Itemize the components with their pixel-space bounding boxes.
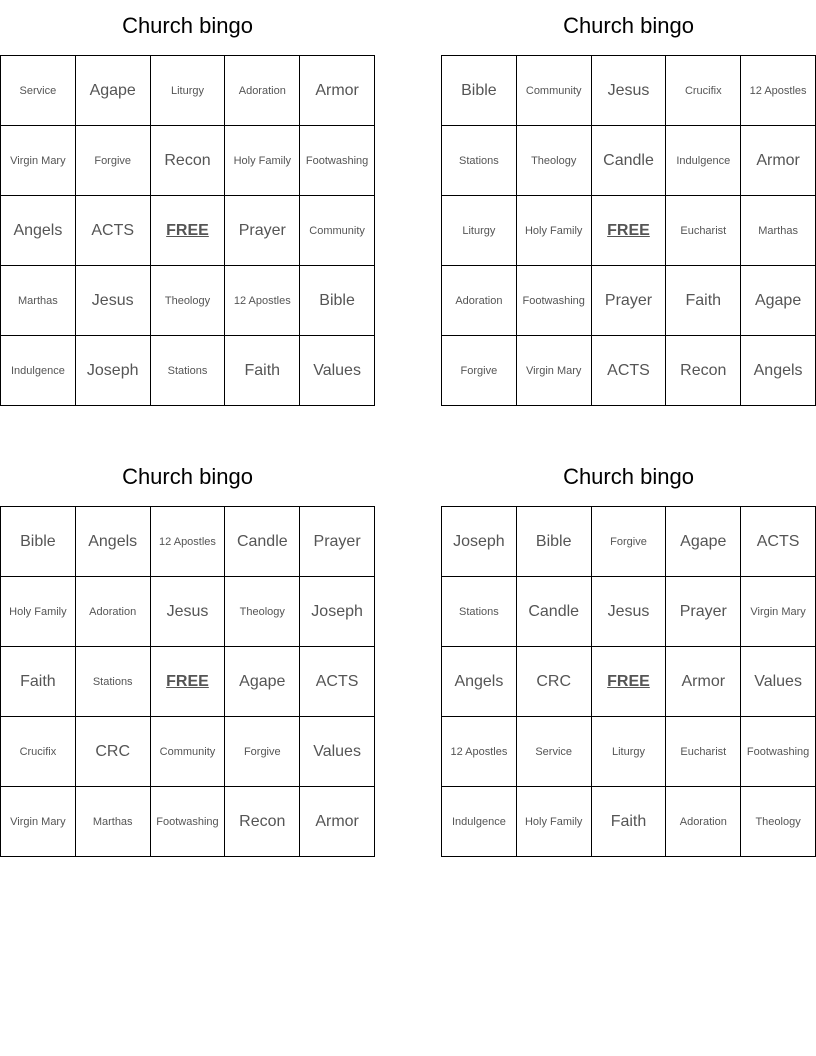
bingo-cell: Prayer (225, 196, 300, 266)
bingo-cell: Recon (225, 787, 300, 857)
bingo-cell: Jesus (592, 56, 667, 126)
bingo-cell: Prayer (592, 266, 667, 336)
bingo-cell: Faith (1, 647, 76, 717)
bingo-cell: Forgive (592, 507, 667, 577)
bingo-cell: Liturgy (151, 56, 226, 126)
bingo-cell: Crucifix (1, 717, 76, 787)
bingo-cell: 12 Apostles (442, 717, 517, 787)
free-space-cell: FREE (151, 647, 226, 717)
bingo-cell: 12 Apostles (741, 56, 816, 126)
bingo-cell: Bible (442, 56, 517, 126)
bingo-cell: Holy Family (1, 577, 76, 647)
bingo-cell: Faith (666, 266, 741, 336)
bingo-cell: Community (151, 717, 226, 787)
bingo-cell: Holy Family (225, 126, 300, 196)
bingo-cell: Virgin Mary (517, 336, 592, 406)
bingo-cell: Agape (666, 507, 741, 577)
bingo-cell: 12 Apostles (225, 266, 300, 336)
bingo-cell: Forgive (225, 717, 300, 787)
bingo-cell: ACTS (592, 336, 667, 406)
bingo-cell: Theology (151, 266, 226, 336)
bingo-cell: ACTS (300, 647, 375, 717)
bingo-cell: Theology (225, 577, 300, 647)
card-title: Church bingo (563, 13, 694, 38)
bingo-cell: Candle (225, 507, 300, 577)
bingo-cell: Joseph (442, 507, 517, 577)
bingo-cell: ACTS (76, 196, 151, 266)
bingo-cell: Armor (300, 787, 375, 857)
bingo-cell: ACTS (741, 507, 816, 577)
bingo-cell: Faith (592, 787, 667, 857)
bingo-cell: Virgin Mary (1, 126, 76, 196)
bingo-cell: Adoration (225, 56, 300, 126)
bingo-cell: Angels (442, 647, 517, 717)
card-title: Church bingo (122, 13, 253, 38)
bingo-cell: Stations (442, 577, 517, 647)
bingo-cell: Agape (225, 647, 300, 717)
bingo-cell: Crucifix (666, 56, 741, 126)
bingo-cell: Bible (517, 507, 592, 577)
bingo-cell: Holy Family (517, 196, 592, 266)
bingo-cell: Marthas (1, 266, 76, 336)
bingo-cell: Angels (1, 196, 76, 266)
bingo-cell: Prayer (300, 507, 375, 577)
bingo-cell: Joseph (76, 336, 151, 406)
bingo-cell: Eucharist (666, 196, 741, 266)
bingo-cell: Indulgence (666, 126, 741, 196)
bingo-cell: Agape (741, 266, 816, 336)
bingo-cell: Holy Family (517, 787, 592, 857)
bingo-cell: Stations (151, 336, 226, 406)
bingo-cell: Eucharist (666, 717, 741, 787)
bingo-cell: Values (741, 647, 816, 717)
bingo-cell: Marthas (76, 787, 151, 857)
bingo-cell: Stations (442, 126, 517, 196)
bingo-cell: Service (1, 56, 76, 126)
bingo-cell: Footwashing (151, 787, 226, 857)
bingo-cell: Adoration (442, 266, 517, 336)
bingo-cell: Marthas (741, 196, 816, 266)
free-space-cell: FREE (151, 196, 226, 266)
bingo-cell: Candle (592, 126, 667, 196)
bingo-grid (441, 55, 816, 406)
bingo-cell: Agape (76, 56, 151, 126)
bingo-cell: Recon (666, 336, 741, 406)
bingo-cell: Prayer (666, 577, 741, 647)
bingo-cell: Footwashing (741, 717, 816, 787)
bingo-cell: 12 Apostles (151, 507, 226, 577)
bingo-grid (0, 506, 375, 857)
bingo-cell: Liturgy (442, 196, 517, 266)
bingo-cell: CRC (76, 717, 151, 787)
bingo-cell: Virgin Mary (741, 577, 816, 647)
bingo-grid (441, 506, 816, 857)
bingo-cell: Values (300, 336, 375, 406)
bingo-cell: Indulgence (1, 336, 76, 406)
bingo-cell: Footwashing (300, 126, 375, 196)
bingo-cell: Adoration (666, 787, 741, 857)
bingo-cell: Jesus (592, 577, 667, 647)
free-space-cell: FREE (592, 647, 667, 717)
bingo-grid (0, 55, 375, 406)
bingo-cell: Indulgence (442, 787, 517, 857)
bingo-cell: Angels (741, 336, 816, 406)
bingo-cell: Liturgy (592, 717, 667, 787)
free-space-cell: FREE (592, 196, 667, 266)
bingo-cell: CRC (517, 647, 592, 717)
bingo-cell: Theology (517, 126, 592, 196)
card-title: Church bingo (563, 464, 694, 489)
bingo-cell: Adoration (76, 577, 151, 647)
bingo-cell: Virgin Mary (1, 787, 76, 857)
bingo-cell: Forgive (76, 126, 151, 196)
bingo-cell: Recon (151, 126, 226, 196)
bingo-cell: Angels (76, 507, 151, 577)
bingo-cell: Armor (300, 56, 375, 126)
bingo-cell: Service (517, 717, 592, 787)
bingo-cell: Jesus (151, 577, 226, 647)
bingo-cell: Candle (517, 577, 592, 647)
card-title: Church bingo (122, 464, 253, 489)
bingo-cell: Faith (225, 336, 300, 406)
bingo-cell: Joseph (300, 577, 375, 647)
bingo-cell: Theology (741, 787, 816, 857)
bingo-cell: Bible (300, 266, 375, 336)
bingo-cell: Jesus (76, 266, 151, 336)
bingo-cell: Values (300, 717, 375, 787)
bingo-cell: Forgive (442, 336, 517, 406)
bingo-cell: Armor (666, 647, 741, 717)
bingo-cell: Armor (741, 126, 816, 196)
bingo-cell: Bible (1, 507, 76, 577)
bingo-cell: Stations (76, 647, 151, 717)
bingo-cell: Community (300, 196, 375, 266)
bingo-cell: Community (517, 56, 592, 126)
bingo-cell: Footwashing (517, 266, 592, 336)
